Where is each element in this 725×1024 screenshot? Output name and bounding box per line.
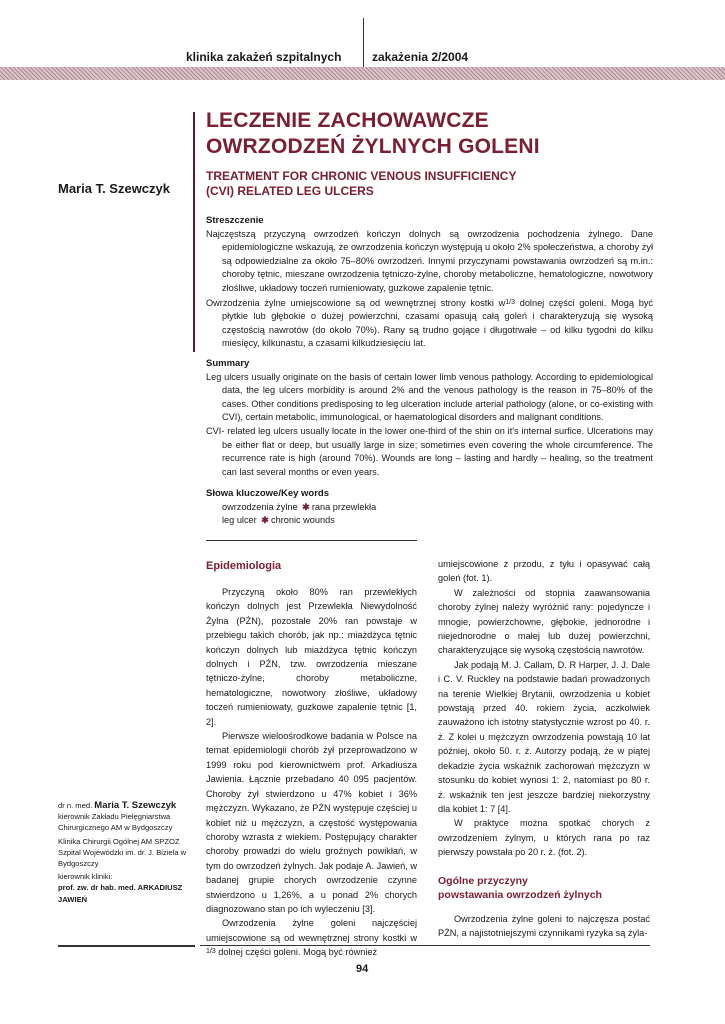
keywords-divider (206, 540, 417, 541)
keywords-heading: Słowa kluczowe/Key words (206, 488, 330, 499)
body-paragraph: umiejscowione z przodu, z tyłu i opasywać całą goleń (fot. 1). (438, 559, 650, 584)
title-pl-line-1: LECZENIE ZACHOWAWCZE (206, 109, 489, 132)
keywords-line-pl (222, 502, 376, 513)
abstract-pl-paragraph-1: Najczęstszą przyczyną owrzodzeń kończyn dolnych są owrzodzenia pochodzenia żylnego. Dane epidemiologiczne wskazują, że owrzodzenia kończyn występują u około 2% społeczeństwa, a choroby żył są odpowiedzialne za około 75–80% owrzodzeń. Innymi przyczynami powstawania owrzodzeń są m.in.: choroby tętnic, mieszane owrzodzenia tętniczo-żylne, choroby metaboliczne, hematologiczne, nowotwory złośliwe, układowy toczeń rumieniowaty, guzkowe zapalenie tętnic. (206, 228, 653, 293)
author-affiliation (58, 800, 190, 905)
keywords-line-en (222, 515, 335, 526)
clinic-name: Klinika Chirurgii Ogólnej AM SPZOZ Szpital Wojewódzki im. dr. J. Biziela w Bydgoszczy (58, 836, 187, 869)
body-paragraph: W zależności od stopnia zaawansowania choroby żylnej należy wyróżnić rany: pojedyncze i mnogie, powierzchowne, głębokie, jednorodne i niejednorodne o małej lub dużej powierzchni, charakteryzujące się wysoką częstością nawrotów. (438, 587, 650, 656)
fraction-one-third: 1/3 (206, 948, 216, 956)
asterisk-icon: ✱ (261, 515, 269, 525)
sidebar-bottom-rule (58, 945, 195, 947)
fraction-one-third: 1/3 (505, 298, 515, 306)
title-pl-line-2: OWRZODZEŃ ŻYLNYCH GOLENI (206, 135, 540, 158)
body-column-right (438, 557, 650, 940)
body-paragraph: Jak podają M. J. Callam, D. R Harper, J. J. Dale i C. V. Ruckley na podstawie badań prowadzonych na terenie Wielkiej Brytanii, owrzodzenia u kobiet powstają przed 40. rokiem życia, aczkolwiek zauważono ich istotny statystycznie wzrost po 40. r. ż. Z kolei u mężczyzn owrzodzenia powstają 10 lat później, około 50. r. ż. Autorzy podają, że w piątej dekadzie życia wskaźnik zachorowań mężczyzn w stosunku do kobiet wynosi 1: 2, natomiast po 80 r. ż. wskaźnik ten jest jeszcze bardziej niekorzystny dla kobiet 1: 7 [4]. (438, 659, 650, 814)
abstract-english (206, 357, 653, 479)
abstract-en-heading: Summary (206, 358, 250, 369)
keyword-rana-przewlekla: rana przewlekła (311, 502, 377, 512)
clinic-head-label: kierownik kliniki: (58, 872, 113, 882)
body-paragraph-end: dolnej części goleni. Mogą być również (215, 947, 378, 958)
section-heading-epidemiologia: Epidemiologia (206, 560, 282, 572)
header-divider (363, 18, 364, 72)
abstract-pl-heading: Streszczenie (206, 215, 264, 226)
abstract-en-paragraph-1: Leg ulcers usually originate on the basis of certain lower limb venous pathology. According to epidemiological data, the leg ulcers morbidity is around 2% and the venous pathology is the reason in 75–80% of the cases. Other conditions predisposing to leg ulceration include arterial pathology (alone, or co-existing with CVI), certain metabolic, immunological, or haematological disorders and malignant conditions. (206, 371, 653, 423)
clinic-head-name (58, 882, 190, 904)
section-heading-przyczyny (438, 874, 650, 902)
affiliation-author-name: Maria T. Szewczyk (94, 800, 177, 811)
clinic-head-name-text: prof. zw. dr hab. med. ARKADIUSZ JAWIEŃ (58, 883, 183, 904)
abstract-en-paragraph-2: CVI- related leg ulcers usually locate in the lower one-third of the shin on it's internal surfice. Ulcerations may be either flat or deep, but usually large in size; sometimes even covering the whole circumference. The recurrence rate is high (around 70%). Wounds are long – lasting and hardly – healing, so the treatment can last several months or even years. (206, 425, 653, 477)
author-role: kierownik Zakładu Pielęgniarstwa Chirurgicznego AM w Bydgoszczy (58, 812, 173, 833)
body-paragraph: Przyczyną około 80% ran przewlekłych kończyn dolnych jest Przewlekła Niewydolność Żylna (PŻN), pozostałe 20% ran powstaje w przebiegu takich chorób, jak np.: miażdżyca tętnic kończyn dolnych lub miażdżyca tętnic kończyn dolnych i PŻN, tzw. owrzodzenia mieszane tętniczo-żylne, choroby metaboliczne, hematologiczne, nowotwory złośliwe, układowy toczeń rumieniowaty, guzkowe zapalenie tętnic [1, 2]. (206, 587, 417, 727)
abstract-pl-p2-start: Owrzodzenia żylne umiejscowione są od wewnętrznej strony kostki w (206, 297, 506, 308)
title-en-line-1: TREATMENT FOR CHRONIC VENOUS INSUFFICIENCY (206, 169, 517, 183)
author-credit (58, 800, 190, 811)
asterisk-icon: ✱ (302, 502, 310, 512)
author-degree: dr n. med. (58, 801, 95, 810)
page-bottom-rule (200, 945, 650, 946)
keyword-chronic-wounds: chronic wounds (271, 515, 335, 525)
journal-section-label: klinika zakażeń szpitalnych (186, 50, 342, 64)
section-heading-line-1: Ogólne przyczyny (438, 874, 528, 887)
abstract-pl-p2-end: dolnej części goleni. Mogą być płytkie lub głębokie o dużej powierzchni, czasami opasują całą goleń i charakteryzują się wysoką częstością nawrotów (do około 70%). Rany są trudno gojące i długotrwałe – od kilku tygodni do kilku miesięcy, kilkunastu, a czasami kilkudziesięciu lat. (222, 297, 654, 349)
journal-issue-label: zakażenia 2/2004 (372, 50, 469, 64)
abstract-polish (206, 214, 653, 351)
body-paragraph: W praktyce można spotkać chorych z owrzodzeniem żylnym, u których rana po raz pierwszy powstała po 20 r. ż. (fot. 2). (438, 818, 650, 858)
abstract-pl-paragraph-2 (206, 296, 653, 351)
page-number: 94 (356, 963, 369, 975)
section-heading-line-2: powstawania owrzodzeń żylnych (438, 888, 602, 901)
decorative-header-band (0, 67, 725, 80)
keyword-owrzodzenia-zylne: owrzodzenia żylne (222, 502, 298, 512)
article-title-en (206, 169, 626, 198)
body-paragraph-start: Owrzodzenia żylne goleni najczęściej umiejscowione są od wewnętrznej strony kostki w (206, 918, 417, 943)
keyword-leg-ulcer: leg ulcer (222, 515, 257, 525)
title-side-rule (193, 112, 195, 352)
body-column-left (206, 585, 417, 960)
body-paragraph: Owrzodzenia żylne goleni to najczęsza postać PŻN, a najistotniejszymi czynnikami ryzyka są żyla- (438, 913, 650, 938)
body-paragraph: Pierwsze wieloośrodkowe badania w Polsce na temat epidemiologii chorób żył przeprowadzono w 1999 roku pod kierownictwem prof. Arkadiusza Jawienia. Łącznie przebadano 40 095 pacjentów. Choroby żył stwierdzono u 47% kobiet i 36% mężczyzn. Wykazano, że PŻN występuje częściej u kobiet niż u mężczyzn, a częstość występowania choroby wzrasta z wiekiem. Postępujący charakter choroby prowadzi do wielu groźnych powikłań, w tym do owrzodzeń żylnych. Jak podaje A. Jawień, w badanej grupie chorych owrzodzenie czynne stwierdzono u 1,26%, a u ponad 2% chorych diagnozowano stan po ich wyleczeniu [3]. (206, 731, 417, 914)
body-paragraph (206, 916, 417, 959)
title-en-line-2: (CVI) RELATED LEG ULCERS (206, 183, 374, 198)
article-title-pl (206, 108, 686, 160)
author-name: Maria T. Szewczyk (58, 181, 170, 196)
